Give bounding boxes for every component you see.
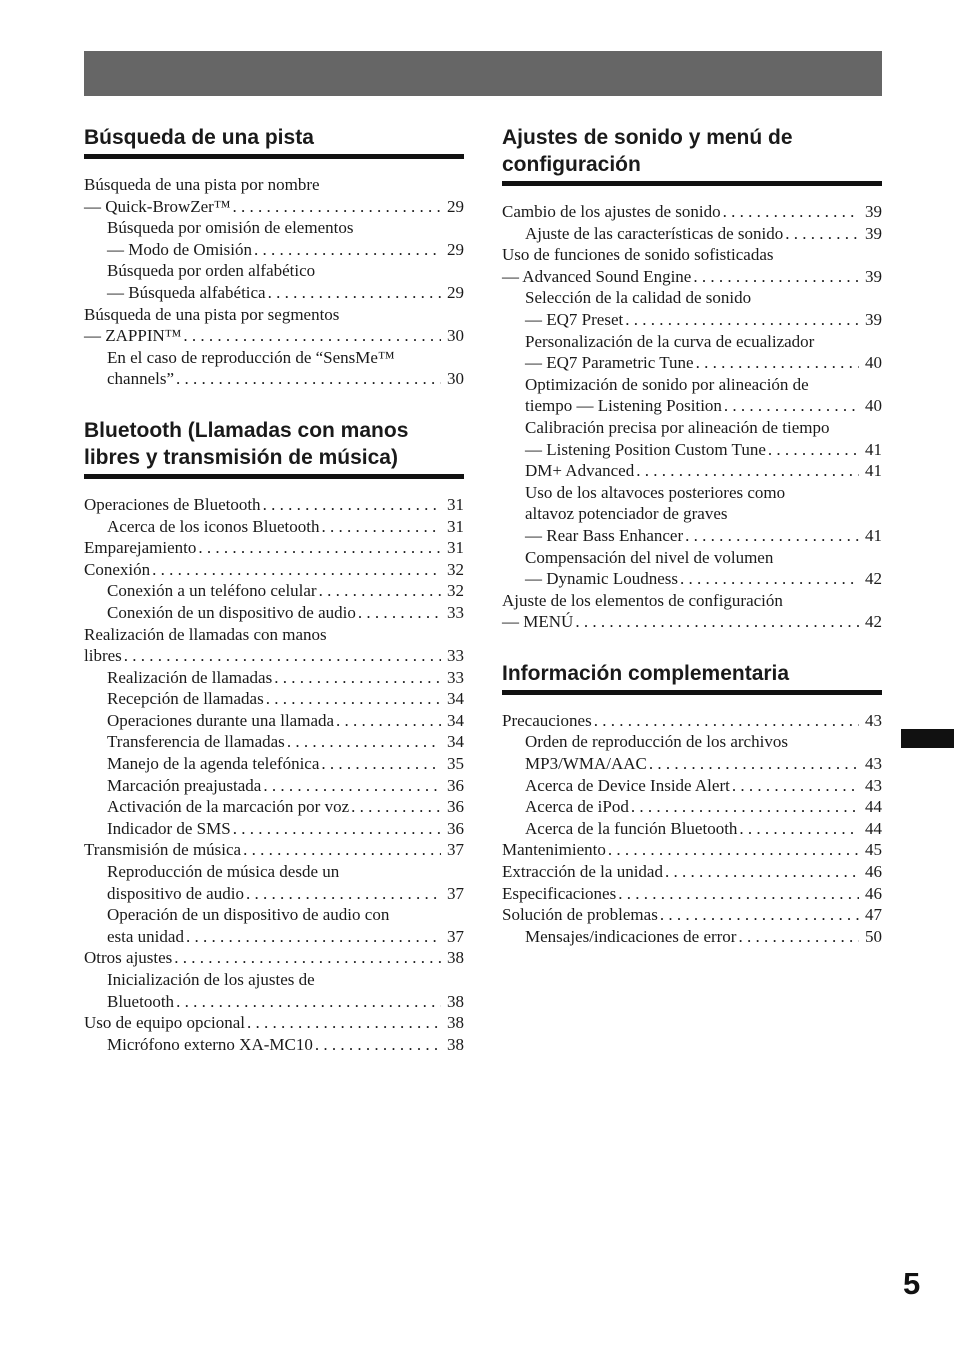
toc-page-number: 45 <box>865 840 882 860</box>
toc-column-left <box>84 124 464 1055</box>
toc-page-number: 43 <box>865 754 882 774</box>
toc-entry-text: Extracción de la unidad <box>502 862 663 882</box>
toc-entry-text: Inicialización de los ajustes de <box>107 970 315 989</box>
dot-leader <box>665 861 859 883</box>
toc-entry[interactable] <box>84 731 464 753</box>
toc-page-number: 36 <box>447 818 464 838</box>
dot-leader <box>351 796 441 818</box>
toc-entry[interactable] <box>84 537 464 559</box>
toc-entry-text: Operaciones de Bluetooth <box>84 494 261 514</box>
dot-leader <box>246 883 441 905</box>
toc-entry-text: — Dynamic Loudness <box>525 569 678 589</box>
toc-entry-text: Compensación del nivel de volumen <box>525 547 774 567</box>
toc-entry-text: Calibración precisa por alineación de tiempo <box>525 417 830 437</box>
toc-entry-text: Indicador de SMS <box>107 818 231 838</box>
toc-column-right <box>502 124 882 947</box>
dot-leader <box>254 239 441 261</box>
dot-leader <box>266 688 441 710</box>
toc-page-number: 34 <box>447 732 464 752</box>
toc-entry-text: Búsqueda de una pista por segmentos <box>84 304 340 324</box>
toc-entry[interactable] <box>84 174 464 217</box>
toc-entry[interactable] <box>84 775 464 797</box>
dot-leader <box>649 753 859 775</box>
toc-entry-text: Especificaciones <box>502 883 617 903</box>
dot-leader <box>174 947 441 969</box>
dot-leader <box>263 494 441 516</box>
toc-page-number: 41 <box>865 525 882 545</box>
toc-entry[interactable] <box>502 839 882 861</box>
toc-entry[interactable] <box>84 710 464 732</box>
page-number: 5 <box>903 1266 921 1301</box>
dot-leader <box>723 201 859 223</box>
dot-leader <box>575 611 859 633</box>
toc-page-number: 41 <box>865 461 882 481</box>
dot-leader <box>336 710 441 732</box>
dot-leader <box>636 460 859 482</box>
toc-page-number: 37 <box>447 840 464 860</box>
toc-list <box>502 201 882 633</box>
toc-entry[interactable] <box>84 304 464 347</box>
toc-page-number: 33 <box>447 602 464 622</box>
toc-entry-text: Uso de equipo opcional <box>84 1013 245 1033</box>
toc-entry[interactable] <box>84 602 464 624</box>
toc-entry[interactable] <box>84 559 464 581</box>
toc-page-number: 40 <box>865 396 882 416</box>
toc-entry-text: Mensajes/indicaciones de error <box>525 926 737 946</box>
toc-entry-text: Recepción de llamadas <box>107 689 264 709</box>
toc-page-number: 38 <box>447 991 464 1011</box>
toc-entry-text: Ajuste de las características de sonido <box>525 223 784 243</box>
dot-leader <box>696 352 859 374</box>
toc-entry-text: Manejo de la agenda telefónica <box>107 754 320 774</box>
toc-entry-text: Activación de la marcación por voz <box>107 797 350 817</box>
toc-entry-text: Acerca de iPod <box>525 797 629 817</box>
toc-entry-text: — Rear Bass Enhancer <box>525 525 684 545</box>
toc-entry[interactable] <box>84 516 464 538</box>
toc-entry-text: — Listening Position Custom Tune <box>525 439 766 459</box>
toc-page-number: 39 <box>865 309 882 329</box>
toc-entry-text: Ajuste de los elementos de configuración <box>502 590 783 610</box>
toc-entry-text: Selección de la calidad de sonido <box>525 288 752 308</box>
toc-entry-text: — Advanced Sound Engine <box>502 266 692 286</box>
toc-entry-text: libres <box>84 646 122 666</box>
toc-entry[interactable] <box>502 482 882 547</box>
toc-page-number: 31 <box>447 494 464 514</box>
toc-entry-text: Otros ajustes <box>84 948 173 968</box>
toc-entry-text: Orden de reproducción de los archivos <box>525 732 788 752</box>
toc-entry[interactable] <box>84 624 464 667</box>
toc-page-number: 33 <box>447 646 464 666</box>
toc-entry[interactable] <box>84 969 464 1012</box>
dot-leader <box>176 991 441 1013</box>
dot-leader <box>247 1012 441 1034</box>
toc-page-number: 38 <box>447 948 464 968</box>
toc-page-number: 47 <box>865 905 882 925</box>
toc-page-number: 44 <box>865 818 882 838</box>
toc-page-number: 50 <box>865 926 882 946</box>
toc-page-number: 39 <box>865 223 882 243</box>
section-heading: Búsqueda de una pista <box>84 124 464 159</box>
toc-entry[interactable] <box>84 753 464 775</box>
toc-page-number: 42 <box>865 612 882 632</box>
section-heading: Ajustes de sonido y menú de configuración <box>502 124 882 186</box>
toc-page-number: 37 <box>447 883 464 903</box>
section-tab-marker <box>901 729 954 748</box>
dot-leader <box>594 710 859 732</box>
toc-entry-text: Reproducción de música desde un <box>107 862 340 882</box>
toc-entry[interactable] <box>84 217 464 260</box>
toc-entry-text: Búsqueda de una pista por nombre <box>84 175 320 194</box>
toc-entry-text: Conexión <box>84 559 151 579</box>
toc-page-number: 31 <box>447 516 464 536</box>
dot-leader <box>243 839 441 861</box>
toc-entry-text: dispositivo de audio <box>107 883 244 903</box>
toc-page-number: 36 <box>447 797 464 817</box>
toc-page-number: 39 <box>865 266 882 286</box>
dot-leader <box>232 196 441 218</box>
toc-entry-text: Micrófono externo XA-MC10 <box>107 1034 313 1054</box>
toc-entry[interactable] <box>502 417 882 460</box>
toc-page-number: 31 <box>447 538 464 558</box>
dot-leader <box>724 395 859 417</box>
toc-entry[interactable] <box>84 904 464 947</box>
section-heading: Bluetooth (Llamadas con manos libres y transmisión de música) <box>84 417 464 479</box>
toc-entry[interactable] <box>502 287 882 330</box>
dot-leader <box>198 537 441 559</box>
dot-leader <box>739 818 859 840</box>
toc-entry[interactable] <box>502 861 882 883</box>
toc-entry[interactable] <box>84 796 464 818</box>
dot-leader <box>124 645 441 667</box>
toc-page-number: 38 <box>447 1034 464 1054</box>
toc-entry-text: — EQ7 Preset <box>525 309 624 329</box>
dot-leader <box>287 731 441 753</box>
toc-entry-text: — EQ7 Parametric Tune <box>525 353 694 373</box>
dot-leader <box>186 926 441 948</box>
toc-page-number: 30 <box>447 369 464 389</box>
toc-entry-text: Realización de llamadas <box>107 667 273 687</box>
toc-entry-text: altavoz potenciador de graves <box>525 504 728 524</box>
toc-entry[interactable] <box>502 883 882 905</box>
dot-leader <box>680 568 859 590</box>
toc-page-number: 43 <box>865 710 882 730</box>
dot-leader <box>268 282 441 304</box>
toc-entry[interactable] <box>84 1034 464 1056</box>
toc-entry[interactable] <box>84 947 464 969</box>
toc-entry-text: Acerca de Device Inside Alert <box>525 775 730 795</box>
toc-entry-text: DM+ Advanced <box>525 461 635 481</box>
dot-leader <box>176 368 441 390</box>
dot-leader <box>263 775 441 797</box>
toc-entry[interactable] <box>502 710 882 732</box>
toc-entry-text: Mantenimiento <box>502 840 606 860</box>
toc-entry[interactable] <box>502 904 882 926</box>
toc-page-number: 32 <box>447 559 464 579</box>
toc-entry[interactable] <box>84 839 464 861</box>
toc-page-number: 39 <box>865 202 882 221</box>
toc-page-number: 29 <box>447 239 464 259</box>
toc-entry-text: Conexión de un dispositivo de audio <box>107 602 356 622</box>
toc-entry-text: En el caso de reproducción de “SensMe™ <box>107 347 395 367</box>
dot-leader <box>152 559 441 581</box>
toc-entry-text: Acerca de la función Bluetooth <box>525 818 738 838</box>
toc-page-number: 38 <box>447 1013 464 1033</box>
toc-entry[interactable] <box>502 590 882 633</box>
toc-page-number: 29 <box>447 196 464 216</box>
toc-entry[interactable] <box>502 374 882 417</box>
dot-leader <box>693 266 859 288</box>
toc-entry-text: Precauciones <box>502 710 592 730</box>
toc-entry[interactable] <box>84 260 464 303</box>
toc-page-number: 30 <box>447 326 464 346</box>
dot-leader <box>608 839 859 861</box>
toc-page-number: 34 <box>447 710 464 730</box>
toc-list <box>84 174 464 390</box>
dot-leader <box>660 904 859 926</box>
toc-entry-text: Conexión a un teléfono celular <box>107 581 317 601</box>
dot-leader <box>618 883 859 905</box>
toc-page-number: 46 <box>865 883 882 903</box>
toc-entry[interactable] <box>502 201 882 223</box>
toc-entry[interactable] <box>84 347 464 390</box>
dot-leader <box>625 309 859 331</box>
toc-entry-text: Marcación preajustada <box>107 775 262 795</box>
toc-entry[interactable] <box>84 861 464 904</box>
toc-entry[interactable] <box>84 818 464 840</box>
toc-page-number: 33 <box>447 667 464 687</box>
toc-entry-text: Operación de un dispositivo de audio con <box>107 905 390 925</box>
dot-leader <box>319 580 441 602</box>
toc-page-number: 42 <box>865 569 882 589</box>
toc-entry-text: — Modo de Omisión <box>107 239 252 259</box>
toc-entry[interactable] <box>502 926 882 948</box>
toc-entry-text: Acerca de los iconos Bluetooth <box>107 516 320 536</box>
toc-entry[interactable] <box>84 580 464 602</box>
toc-entry[interactable] <box>502 223 882 245</box>
toc-entry-text: Uso de los altavoces posteriores como <box>525 482 786 502</box>
toc-entry[interactable] <box>502 244 882 287</box>
dot-leader <box>732 775 859 797</box>
dot-leader <box>315 1034 441 1056</box>
toc-entry[interactable] <box>84 1012 464 1034</box>
section-heading: Información complementaria <box>502 660 882 695</box>
dot-leader <box>321 516 441 538</box>
toc-entry-text: Operaciones durante una llamada <box>107 710 335 730</box>
toc-entry-text: Emparejamiento <box>84 538 197 558</box>
toc-entry-text: Búsqueda por orden alfabético <box>107 261 316 281</box>
dot-leader <box>183 325 441 347</box>
dot-leader <box>233 818 441 840</box>
header-bar <box>84 51 882 96</box>
toc-entry-text: esta unidad <box>107 926 184 946</box>
toc-entry-text: tiempo — Listening Position <box>525 396 722 416</box>
toc-page-number: 29 <box>447 282 464 302</box>
dot-leader <box>738 926 859 948</box>
toc-page-number: 43 <box>865 775 882 795</box>
toc-entry-text: Transmisión de música <box>84 840 242 860</box>
toc-entry[interactable] <box>502 775 882 797</box>
toc-entry[interactable] <box>502 818 882 840</box>
toc-entry-text: — Búsqueda alfabética <box>107 282 266 302</box>
toc-entry-text: Solución de problemas <box>502 905 658 925</box>
toc-entry-text: Transferencia de llamadas <box>107 732 285 752</box>
toc-page-number: 40 <box>865 353 882 373</box>
dot-leader <box>785 223 859 245</box>
toc-entry-text: Búsqueda por omisión de elementos <box>107 218 354 238</box>
toc-page-number: 34 <box>447 689 464 709</box>
dot-leader <box>685 525 859 547</box>
toc-entry-text: — Quick-BrowZer™ <box>84 196 231 216</box>
toc-page-number: 36 <box>447 775 464 795</box>
toc-entry-text: Realización de llamadas con manos <box>84 624 327 644</box>
toc-entry-text: Uso de funciones de sonido sofisticadas <box>502 245 774 265</box>
toc-entry-text: Optimización de sonido por alineación de <box>525 374 809 394</box>
dot-leader <box>274 667 441 689</box>
toc-entry-text: — ZAPPIN™ <box>84 326 182 346</box>
toc-page-number: 35 <box>447 754 464 774</box>
dot-leader <box>631 796 859 818</box>
toc-list <box>502 710 882 948</box>
toc-entry-text: channels” <box>107 369 175 389</box>
toc-entry[interactable] <box>502 547 882 590</box>
toc-entry-text: Personalización de la curva de ecualizador <box>525 331 815 351</box>
dot-leader <box>321 753 441 775</box>
toc-page-number: 37 <box>447 926 464 946</box>
toc-entry[interactable] <box>502 331 882 374</box>
toc-entry-text: — MENÚ <box>502 612 574 632</box>
toc-entry[interactable] <box>502 460 882 482</box>
dot-leader <box>768 439 859 461</box>
toc-page-number: 44 <box>865 797 882 817</box>
toc-entry[interactable] <box>502 796 882 818</box>
toc-entry-text: Bluetooth <box>107 991 175 1011</box>
toc-entry[interactable] <box>84 688 464 710</box>
toc-page-number: 46 <box>865 862 882 882</box>
dot-leader <box>358 602 441 624</box>
toc-entry[interactable] <box>84 494 464 516</box>
toc-entry-text: Cambio de los ajustes de sonido <box>502 202 721 221</box>
toc-entry[interactable] <box>84 667 464 689</box>
toc-entry-text: MP3/WMA/AAC <box>525 754 647 774</box>
toc-entry[interactable] <box>502 731 882 774</box>
toc-page-number: 41 <box>865 439 882 459</box>
toc-list <box>84 494 464 1055</box>
toc-page-number: 32 <box>447 581 464 601</box>
